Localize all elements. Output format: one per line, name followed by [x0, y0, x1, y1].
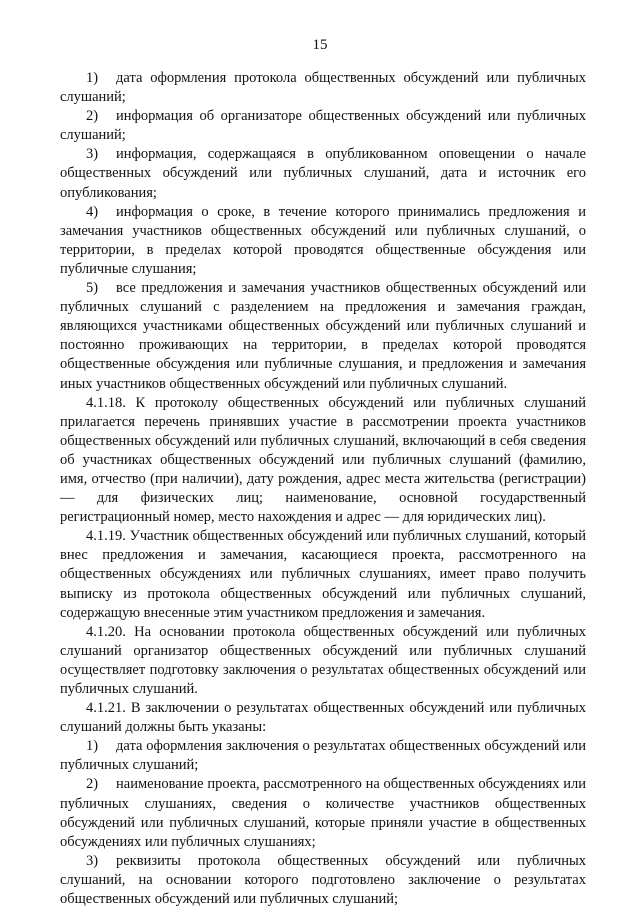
list-item-text: информация о сроке, в течение которого принимались предложения и замечания участников общественных обсуждений или публичных слушаний, о территории, в пределах которой проводятся общественные обсуждения или публичные слушания; — [60, 203, 586, 277]
list-item — [60, 203, 586, 279]
list-item-number: 4) — [86, 203, 99, 220]
list-item — [60, 145, 586, 202]
list-item-text: информация, содержащаяся в опубликованном оповещении о начале общественных обсуждений или публичных слушаний, дата и источник его опубликования; — [60, 146, 586, 201]
list-item-number: 3) — [86, 146, 99, 163]
list-item-number: 1) — [86, 70, 99, 86]
list-item-number: 2) — [86, 108, 99, 125]
list-item-text: все предложения и замечания участников общественных обсуждений или публичных слушаний с разделением на предложения и замечания граждан, являющихся участниками общественных обсуждений или публичных слушаний и постоянно проживающих на территории, в пределах которой проводятся общественные обсуждения или публичные слушания, и предложения и замечания иных участников общественных обсуждений или публичных слушаний. — [60, 280, 586, 392]
list-item — [60, 775, 586, 851]
list-item-number: 3) — [86, 852, 99, 869]
section-paragraph-4-1-19: 4.1.19. Участник общественных обсуждений или публичных слушаний, который внес предложения и замечания, касающиеся проекта, рассмотренного на общественных обсуждениях или публичных слушаниях, имеет право получить выписку из протокола общественных обсуждений или публичных слушаний, содержащую внесенные этим участником предложения и замечания. — [60, 528, 586, 621]
list-item-text: наименование проекта, рассмотренного на общественных обсуждениях или публичных слушаниях, сведения о количестве участников общественных обсуждений или публичных слушаний, которые приняли участие в общественных обсуждениях или публичных слушаниях; — [60, 776, 586, 850]
list-item-number: 1) — [86, 738, 99, 755]
list-item-text: дата оформления протокола общественных обсуждений или публичных слушаний; — [60, 70, 586, 106]
list-item-text: дата оформления заключения о результатах общественных обсуждений или публичных слушаний; — [60, 738, 586, 774]
page-number: 15 — [312, 37, 328, 53]
list-item — [60, 107, 586, 145]
section-paragraph-4-1-20: 4.1.20. На основании протокола общественных обсуждений или публичных слушаний организатор общественных обсуждений или публичных слушаний осуществляет подготовку заключения о результатах общественных обсуждений или публичных слушаний. — [60, 623, 586, 697]
list-item — [60, 852, 586, 909]
page-body — [60, 69, 586, 909]
list-item-number: 2) — [86, 776, 99, 793]
list-item — [60, 279, 586, 394]
list-item-number: 5) — [86, 280, 99, 297]
list-item — [60, 737, 586, 775]
section-paragraph-4-1-18: 4.1.18. К протоколу общественных обсуждений или публичных слушаний прилагается перечень принявших участие в рассмотрении проекта участников общественных обсуждений или публичных слушаний, включающий в себя сведения об участниках общественных обсуждений или публичных слушаний (фамилию, имя, отчество (при наличии), дату рождения, адрес места жительства (регистрации) — для физических лиц; наименование, основной государственный регистрационный номер, место нахождения и адрес — для юридических лиц). — [60, 394, 586, 526]
list-item-text: информация об организаторе общественных обсуждений или публичных слушаний; — [60, 108, 586, 144]
list-item — [60, 69, 586, 107]
section-paragraph-4-1-21: 4.1.21. В заключении о результатах общественных обсуждений или публичных слушаний должны быть указаны: — [60, 700, 586, 736]
list-item-text: реквизиты протокола общественных обсуждений или публичных слушаний, на основании которого подготовлено заключение о результатах общественных обсуждений или публичных слушаний; — [60, 852, 586, 908]
